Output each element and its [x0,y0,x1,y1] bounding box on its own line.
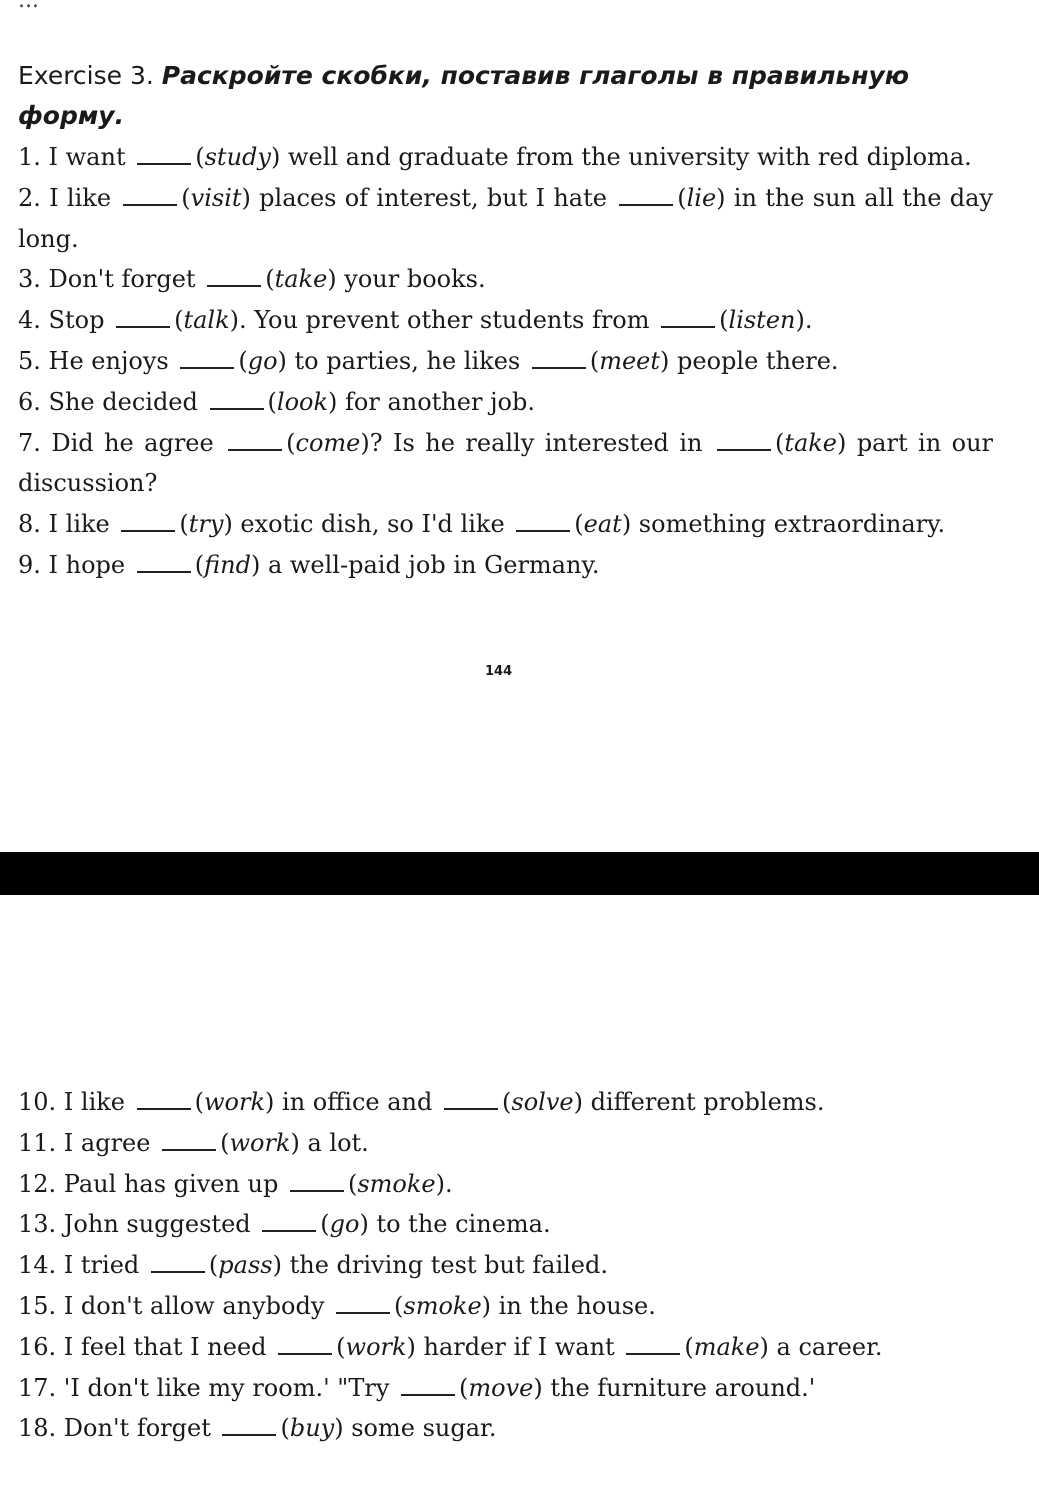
verb-hint: lie [686,183,717,212]
item-number: 18. [18,1414,64,1443]
item-number: 11. [18,1128,64,1157]
answer-blank [401,1393,455,1396]
item-text: I want [48,143,134,171]
item-text: ) some sugar. [334,1414,497,1443]
exercise-item [18,545,993,586]
item-text: Don't forget [48,265,204,294]
paren: ( [574,510,584,539]
verb-hint: solve [511,1088,574,1116]
answer-blank [532,366,586,369]
answer-blank [162,1148,216,1151]
verb-hint: take [784,428,838,457]
paren: ( [195,143,205,171]
paren: ( [220,1128,230,1157]
answer-blank [717,448,771,451]
exercise-item [18,1327,993,1368]
paren: ( [174,306,184,335]
verb-hint: talk [183,306,230,335]
item-text: I agree [63,1128,159,1157]
paren: ( [208,1251,219,1280]
answer-blank [137,1107,191,1110]
item-text: 'I don't like my room.' "Try [63,1373,398,1402]
item-text: John suggested [63,1210,259,1239]
paren: ( [286,428,296,457]
item-text: She decided [48,387,206,416]
answer-blank [180,366,234,369]
answer-blank [151,1270,205,1273]
item-number: 8. [18,510,49,539]
answer-blank [123,203,177,206]
item-number: 16. [18,1332,64,1361]
item-text: ) the driving test but failed. [272,1251,608,1280]
exercise-item [18,341,993,382]
paren: ( [179,510,189,539]
item-text: ) different problems. [573,1088,825,1116]
item-text: ). [795,306,813,335]
page-number: 144 [485,664,513,679]
exercise-item [18,504,993,545]
item-text: ) the furniture around.' [533,1373,816,1402]
black-separator-band [0,852,1039,895]
paren: ( [684,1332,694,1361]
answer-blank [137,570,191,573]
item-text: I like [48,510,118,539]
exercise-item [18,1204,993,1245]
item-number: 15. [18,1291,64,1320]
item-text: ) harder if I want [406,1332,623,1361]
exercise-item [18,137,993,178]
item-text: Don't forget [63,1414,219,1443]
item-number: 14. [18,1251,64,1280]
answer-blank [137,162,191,165]
exercise-item [18,178,993,260]
item-number: 6. [18,387,49,416]
verb-hint: come [295,428,361,457]
item-text: He enjoys [48,346,177,375]
answer-blank [121,529,175,532]
item-text: I like [49,183,120,212]
paren: ( [194,1088,205,1116]
item-text: )? Is he really interested in [360,428,713,457]
paren: ( [194,550,205,579]
verb-hint: work [204,1088,266,1116]
answer-blank [290,1189,344,1192]
item-text: ) to parties, he likes [277,346,528,375]
item-text: ) for another job. [328,387,535,416]
paren: ( [265,265,275,294]
verb-hint: find [204,550,251,579]
exercise-label: Exercise 3. [18,61,154,90]
answer-blank [661,325,715,328]
item-text: ) a career. [759,1332,883,1361]
item-text: ) to the cinema. [359,1210,551,1239]
exercise-item [18,382,993,423]
verb-hint: take [274,265,328,294]
item-text: ) something extraordinary. [621,510,946,539]
item-text: ). You prevent other students from [229,306,658,335]
answer-blank [228,448,282,451]
answer-blank [619,203,673,206]
item-text: I hope [48,550,133,579]
item-text: I feel that I need [63,1332,275,1361]
item-text: ) in the house. [481,1291,656,1320]
paren: ( [774,428,785,457]
item-text: ) people there. [660,346,839,375]
item-text: Did he agree [51,428,225,457]
item-number: 1. [18,143,49,171]
item-text: ). [435,1169,453,1198]
paren: ( [280,1414,290,1443]
verb-hint: listen [728,306,796,335]
verb-hint: go [247,346,278,375]
exercise-item [18,1286,993,1327]
item-number: 9. [18,550,49,579]
item-number: 17. [18,1373,64,1402]
exercise-items-part1 [18,137,993,586]
paren: ( [677,183,687,212]
exercise-items-part2 [18,1082,993,1449]
exercise-item [18,423,993,505]
answer-blank [262,1229,316,1232]
item-text: I tried [63,1251,147,1280]
verb-hint: move [468,1373,534,1402]
item-text: ) a well-paid job in Germany. [250,550,600,579]
item-number: 3. [18,265,49,294]
item-number: 7. [18,428,52,457]
verb-hint: smoke [357,1169,436,1198]
exercise-item [18,1123,993,1164]
answer-blank [207,284,261,287]
exercise-instruction: Раскройте скобки, поставив глаголы в правильную форму. [18,61,910,130]
verb-hint: smoke [403,1291,482,1320]
item-text: ) in office and [265,1088,440,1116]
answer-blank [336,1311,390,1314]
item-text: ) well and graduate from the university with red diploma. [270,143,972,171]
item-number: 2. [18,183,50,212]
item-number: 10. [18,1088,64,1116]
exercise-item [18,1408,993,1449]
answer-blank [116,325,170,328]
item-text: ) part in our discussion? [18,428,993,498]
answer-blank [444,1107,498,1110]
exercise-item [18,1082,993,1123]
item-text: ) exotic dish, so I'd like [223,510,513,539]
item-number: 13. [18,1210,64,1239]
paren: ( [320,1210,330,1239]
verb-hint: work [345,1332,407,1361]
paren: ( [347,1169,358,1198]
paren: ( [502,1088,512,1116]
verb-hint: buy [289,1414,335,1443]
paren: ( [394,1291,404,1320]
paren: ( [336,1332,346,1361]
verb-hint: visit [190,183,242,212]
exercise-item [18,1164,993,1205]
paren: ( [181,183,191,212]
verb-hint: look [276,387,329,416]
paren: ( [267,387,277,416]
paren: ( [719,306,729,335]
item-text: Paul has given up [63,1169,286,1198]
item-text: I like [63,1088,133,1116]
verb-hint: make [693,1332,760,1361]
item-text: ) your books. [327,265,486,294]
exercise-title [18,56,1018,136]
cut-off-text: ... [18,0,39,13]
answer-blank [222,1433,276,1436]
verb-hint: go [329,1210,360,1239]
verb-hint: meet [599,346,661,375]
item-number: 5. [18,346,49,375]
item-text: ) a lot. [290,1128,369,1157]
verb-hint: try [188,510,224,539]
exercise-item [18,1368,993,1409]
item-text: ) places of interest, but I hate [241,183,616,212]
exercise-item [18,1245,993,1286]
exercise-item [18,300,993,341]
item-text: Stop [48,306,113,335]
verb-hint: work [229,1128,291,1157]
answer-blank [516,529,570,532]
verb-hint: study [204,143,271,171]
item-text: ) in the sun all the day long. [18,183,994,253]
answer-blank [626,1352,680,1355]
item-number: 12. [18,1169,64,1198]
exercise-item [18,259,993,300]
paren: ( [238,346,248,375]
answer-blank [278,1352,332,1355]
item-text: I don't allow anybody [63,1291,333,1320]
verb-hint: pass [218,1251,273,1280]
answer-blank [210,407,264,410]
verb-hint: eat [583,510,622,539]
item-number: 4. [18,306,49,335]
paren: ( [459,1373,469,1402]
paren: ( [589,346,600,375]
